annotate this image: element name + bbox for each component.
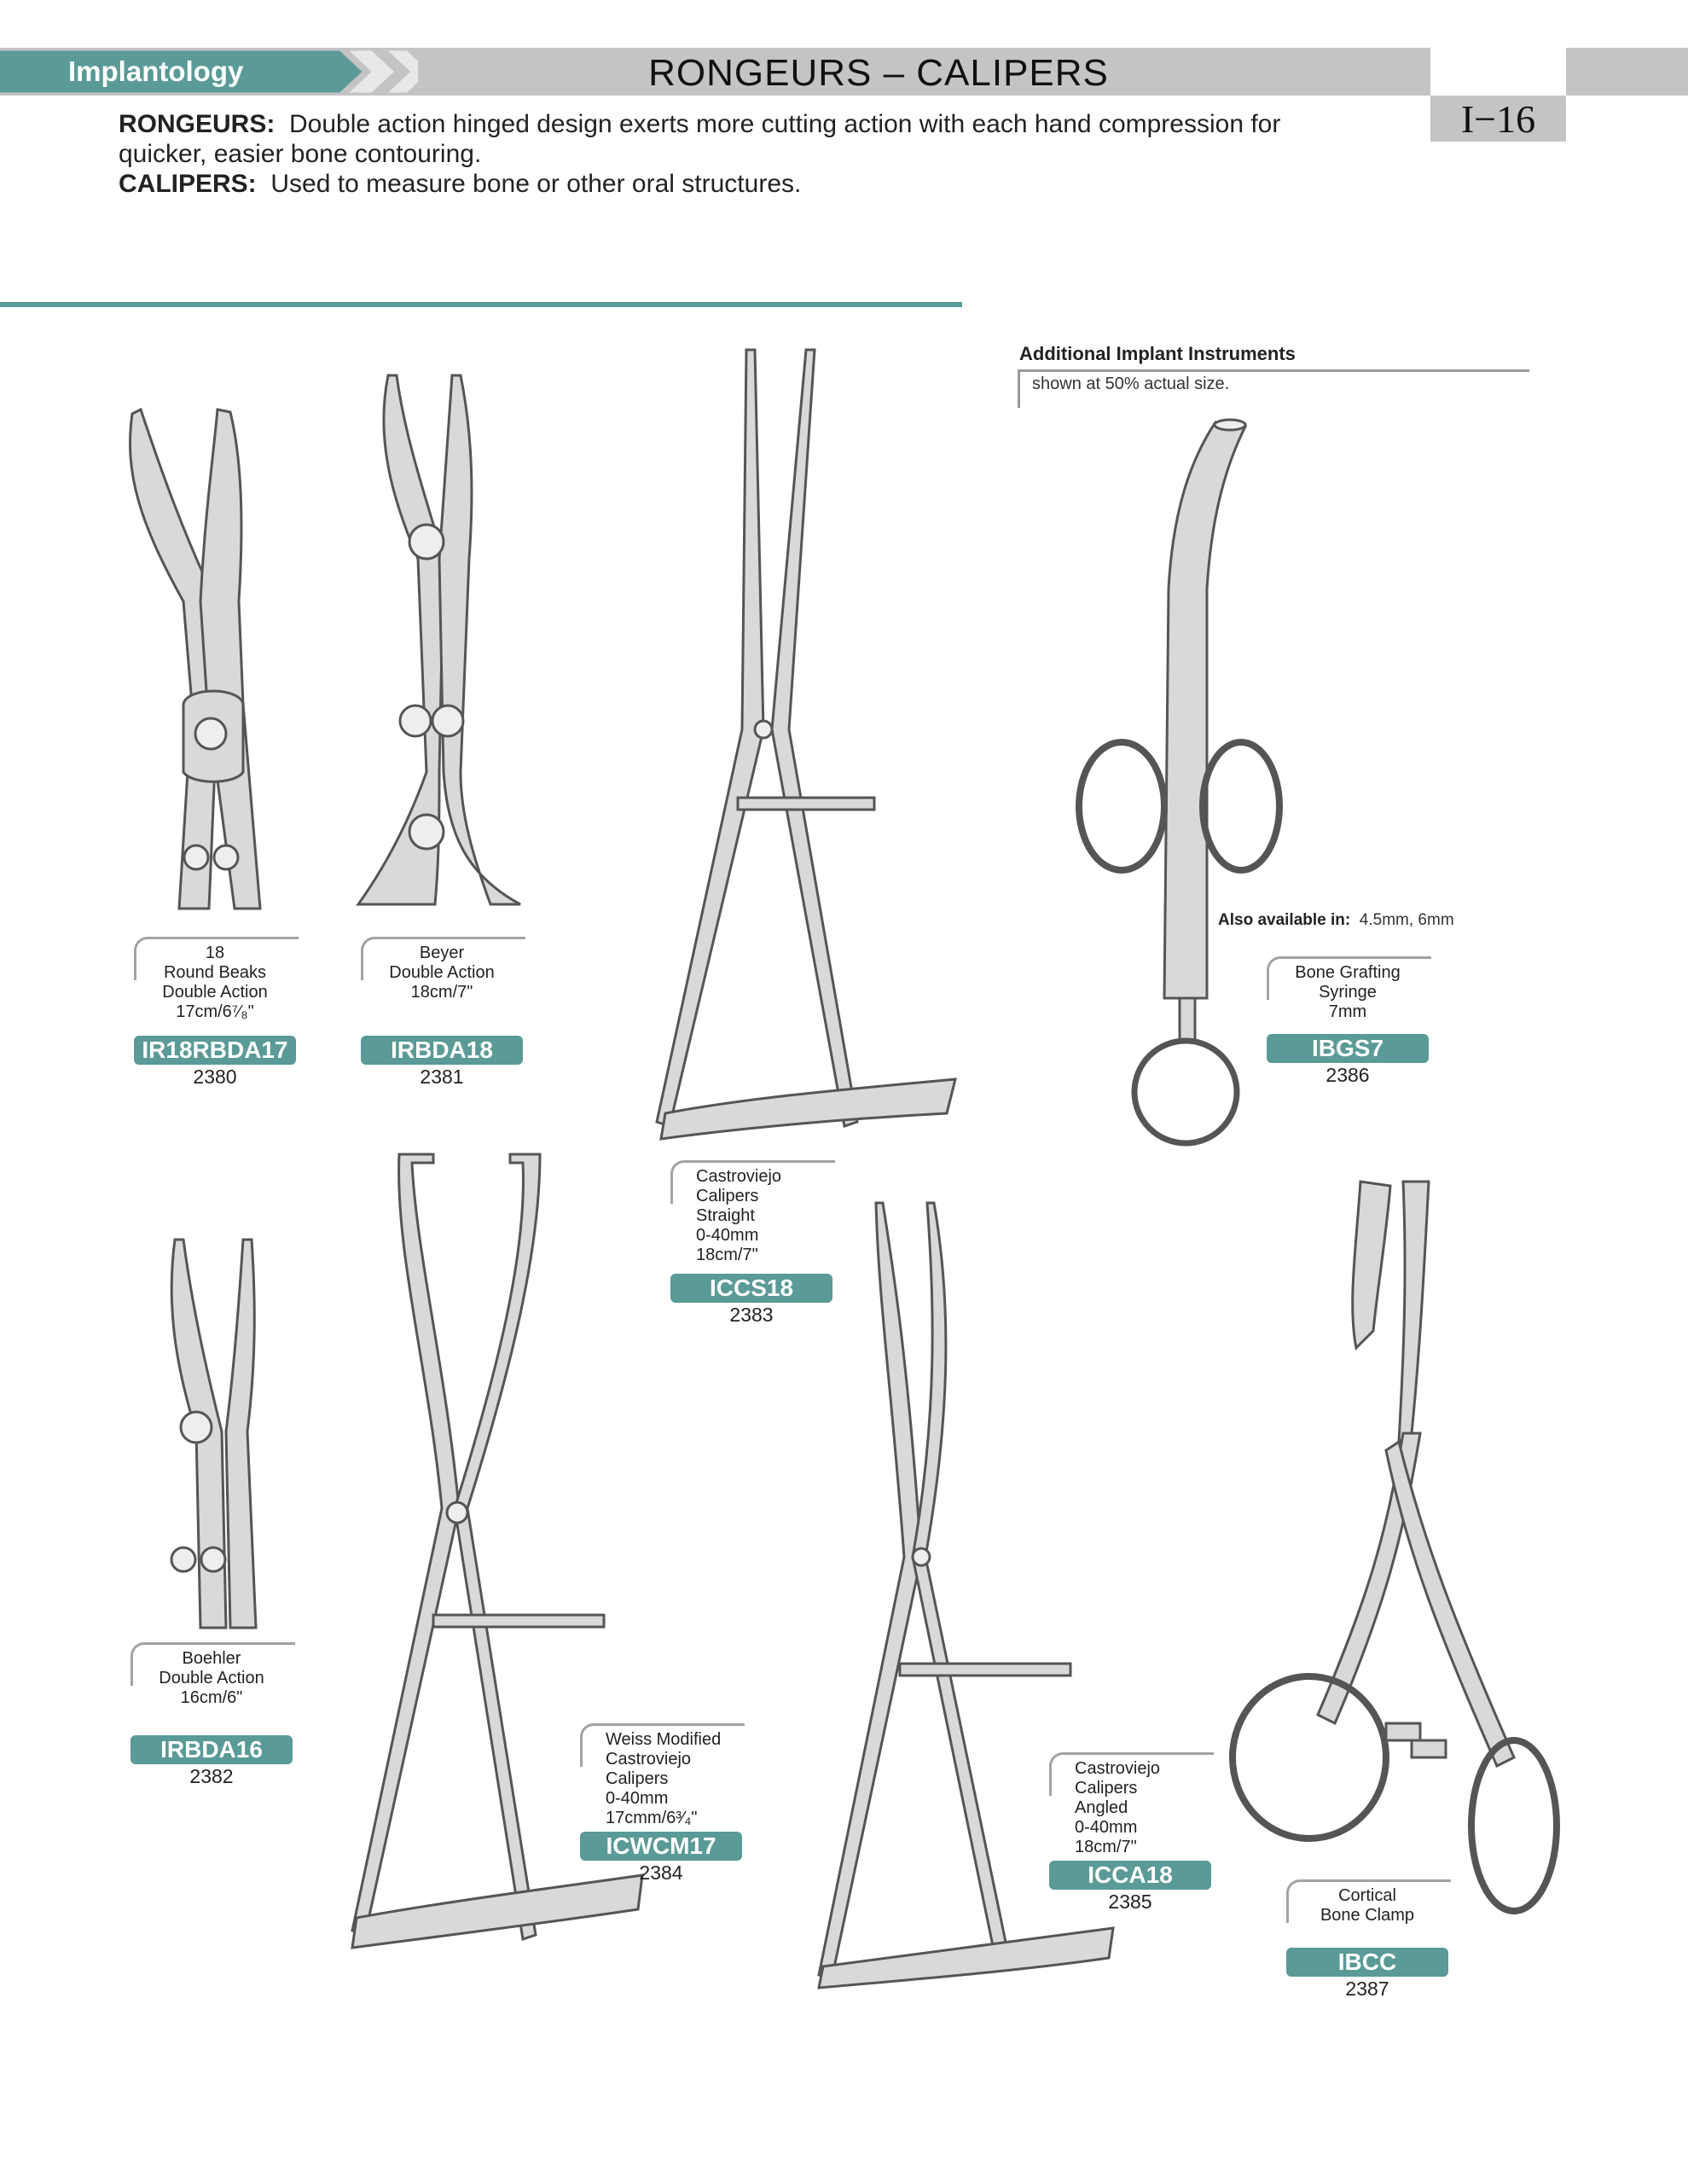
divider-rule (0, 302, 962, 307)
product-number: 2385 (1108, 1891, 1152, 1913)
desc-line: Boehler (182, 1649, 241, 1668)
desc-line: Weiss Modified (606, 1730, 722, 1749)
calipers-label: CALIPERS: (119, 170, 257, 198)
section-label: Implantology (68, 55, 244, 87)
product-description (1049, 1752, 1211, 1857)
product-number: 2383 (729, 1304, 774, 1326)
desc-line: 0-40mm (1075, 1818, 1138, 1837)
rongeurs-label: RONGEURS: (119, 110, 276, 138)
desc-line: Double Action (159, 1669, 264, 1687)
header-band-right (1566, 48, 1688, 96)
desc-line: 18cm/7" (1075, 1838, 1137, 1856)
desc-line: 17cmm/6³⁄₄" (606, 1809, 698, 1827)
calipers-text: Used to measure bone or other oral structures. (270, 170, 802, 198)
desc-line: Calipers (606, 1769, 669, 1788)
rongeur-round-beaks-icon (115, 405, 269, 909)
desc-line: Angled (1075, 1798, 1128, 1817)
additional-subtitle: shown at 50% actual size. (1032, 375, 1230, 393)
desc-line: 18 (205, 944, 225, 962)
product-description (670, 1160, 832, 1265)
product-number: 2380 (193, 1066, 237, 1088)
desc-line: Round Beaks (163, 963, 267, 982)
also-available-value: 4.5mm, 6mm (1359, 911, 1454, 929)
product-number: 2381 (420, 1066, 464, 1088)
desc-line: Double Action (162, 983, 268, 1002)
additional-title: Additional Implant Instruments (1019, 343, 1296, 364)
desc-line: Bone Clamp (1320, 1906, 1415, 1925)
rongeurs-text-2: quicker, easier bone contouring. (119, 140, 482, 168)
desc-line: Cortical (1338, 1886, 1396, 1905)
desc-line: Castroviejo (606, 1750, 692, 1769)
product-iccs18 (670, 1160, 832, 1327)
rongeur-boehler-icon (158, 1235, 269, 1628)
product-code: IBGS7 (1267, 1034, 1429, 1063)
desc-line: 7mm (1328, 1002, 1367, 1021)
product-irbda16 (131, 1642, 293, 1788)
product-number: 2386 (1325, 1064, 1370, 1086)
product-ir18rbda17 (134, 937, 296, 1089)
product-number: 2387 (1345, 1978, 1389, 2000)
product-code: IRBDA16 (131, 1735, 293, 1764)
additional-rule-vertical (1018, 369, 1020, 408)
desc-line: 0-40mm (696, 1226, 759, 1245)
desc-line: 18cm/7" (696, 1246, 758, 1264)
product-icca18 (1049, 1752, 1211, 1914)
desc-line: Syringe (1319, 983, 1377, 1002)
desc-line: Double Action (389, 963, 495, 982)
desc-line: 16cm/6" (180, 1688, 243, 1707)
additional-rule (1018, 369, 1529, 372)
product-description (131, 1642, 293, 1708)
product-description (134, 937, 296, 1022)
rongeurs-text-1: Double action hinged design exerts more cutting action with each hand compression for (289, 110, 1281, 138)
product-description (580, 1723, 742, 1828)
page-number: I−16 (1430, 96, 1566, 142)
cortical-bone-clamp-icon (1233, 1177, 1565, 1911)
also-available-label: Also available in: (1218, 911, 1351, 929)
product-code: IRBDA18 (361, 1036, 523, 1065)
product-code: ICWCM17 (580, 1832, 742, 1861)
product-icwcm17 (580, 1723, 742, 1885)
caliper-straight-icon (653, 346, 960, 1147)
product-description (1286, 1879, 1448, 1926)
product-code: ICCS18 (670, 1274, 832, 1303)
desc-line: Calipers (696, 1187, 759, 1205)
desc-line: Bone Grafting (1295, 963, 1401, 982)
calipers-description (119, 169, 801, 199)
desc-line: Castroviejo (1075, 1759, 1161, 1778)
desc-line: Castroviejo (696, 1167, 782, 1186)
product-description (1267, 956, 1429, 1022)
rongeur-beyer-icon (354, 371, 525, 904)
desc-line: 18cm/7" (410, 983, 473, 1002)
page-title: RONGEURS – CALIPERS (648, 52, 1109, 94)
product-description (361, 937, 523, 1002)
desc-line: 0-40mm (606, 1789, 669, 1808)
desc-line: 17cm/6⁷⁄₈" (176, 1002, 254, 1021)
rongeurs-description (119, 109, 1280, 139)
bone-graft-syringe-icon (1070, 418, 1284, 1152)
product-code: IR18RBDA17 (134, 1036, 296, 1065)
desc-line: Calipers (1075, 1779, 1138, 1798)
product-number: 2384 (639, 1862, 683, 1884)
product-irbda18 (361, 937, 523, 1089)
product-code: IBCC (1286, 1948, 1448, 1977)
product-code: ICCA18 (1049, 1861, 1211, 1890)
desc-line: Straight (696, 1206, 755, 1225)
product-ibcc (1286, 1879, 1448, 2001)
desc-line: Beyer (419, 944, 465, 962)
product-number: 2382 (189, 1765, 234, 1787)
product-ibgs7 (1267, 956, 1429, 1087)
